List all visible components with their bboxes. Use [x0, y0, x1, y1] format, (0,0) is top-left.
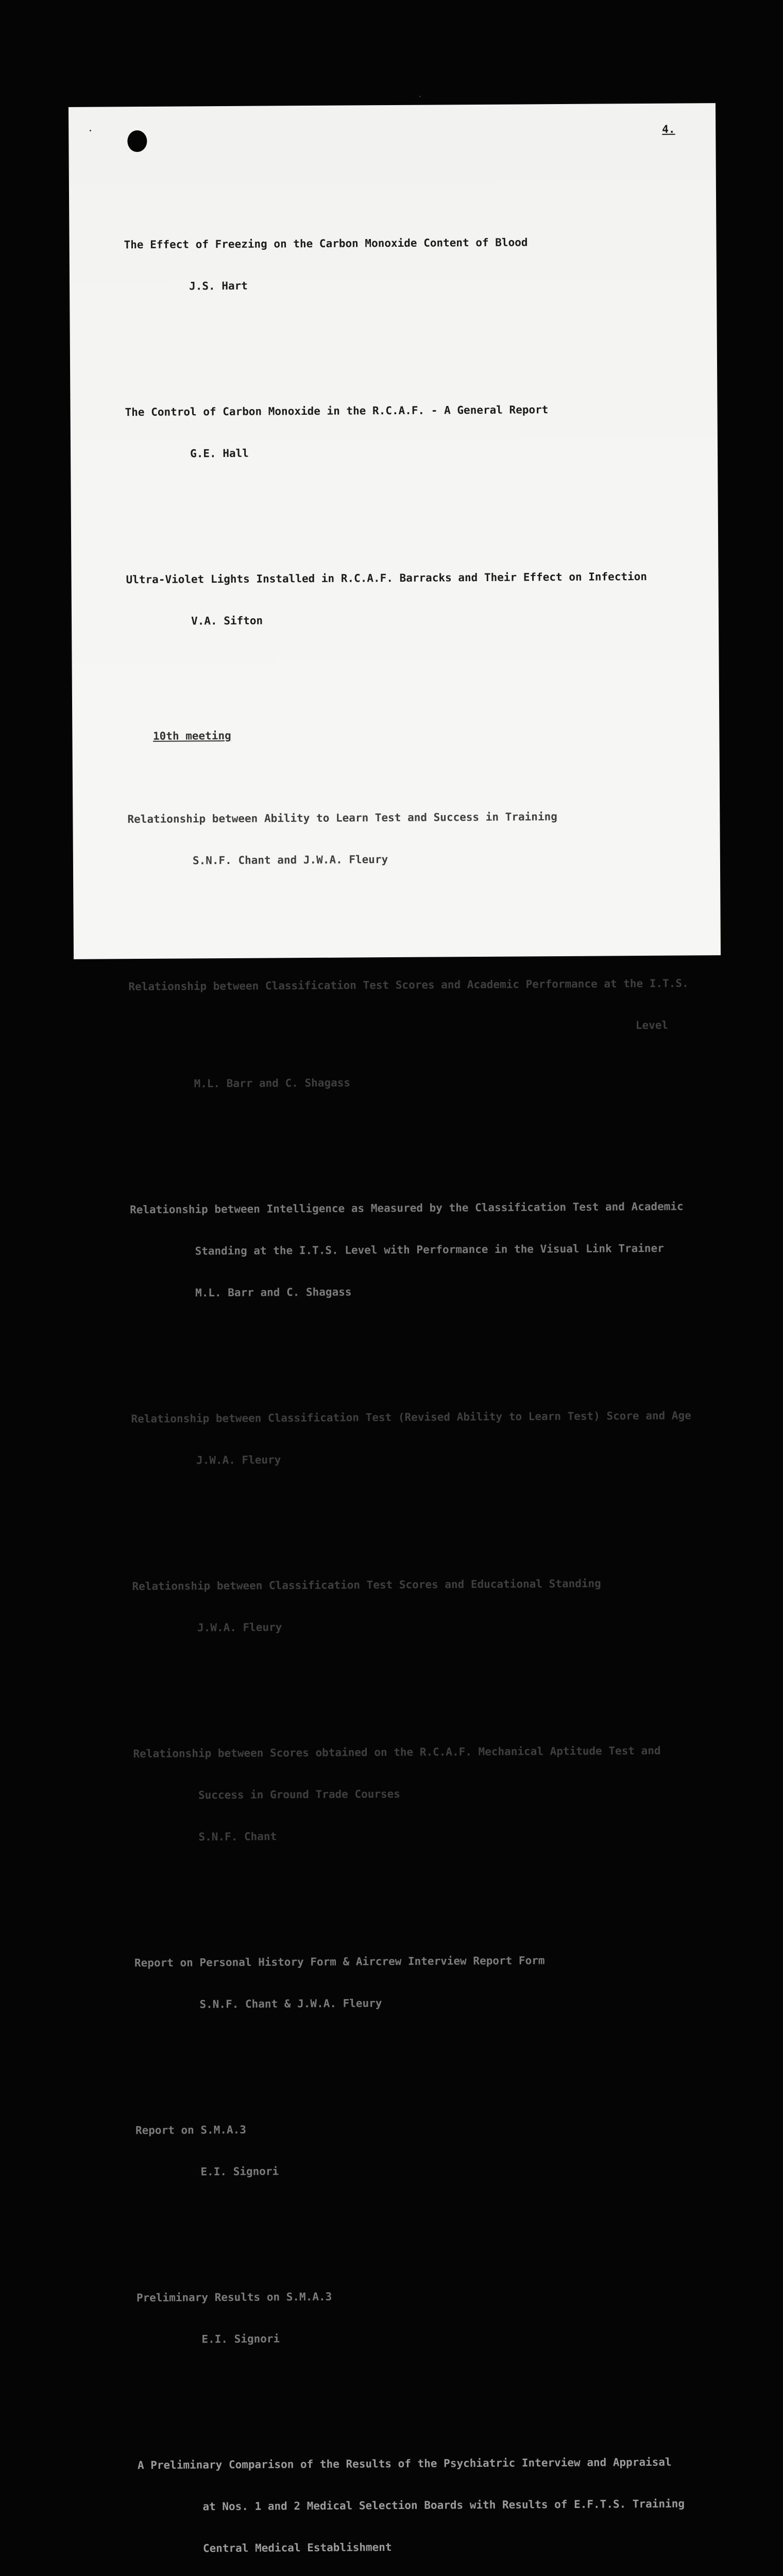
list-item [125, 374, 707, 489]
entry-title: The Effect of Freezing on the Carbon Monoxide Content of Blood [124, 236, 528, 251]
scan-speck [419, 96, 421, 97]
entry-title-continuation: Level [635, 1019, 669, 1032]
list-item [126, 541, 708, 656]
list-item [124, 207, 706, 321]
entry-author: S.N.F. Chant & J.W.A. Fleury [199, 1997, 382, 2011]
entry-title: Report on S.M.A.3 [135, 2123, 246, 2137]
entry-title: Report on Personal History Form & Aircrew Interview Report Form [134, 1954, 545, 1970]
entry-author: J.S. Hart [189, 279, 248, 293]
list-item [131, 1381, 713, 1496]
entry-author: J.W.A. Fleury [196, 1453, 281, 1467]
entry-author: G.E. Hall [190, 447, 249, 460]
scan-speck [90, 130, 91, 131]
entry-author: E.I. Signori [200, 2165, 279, 2178]
entry-author: E.I. Signori [201, 2332, 280, 2346]
entry-author: J.W.A. Fleury [197, 1621, 282, 1634]
list-item [130, 1172, 713, 1328]
entry-title: Relationship between Classification Test Scores and Educational Standing [132, 1577, 601, 1593]
document-page [69, 103, 721, 2555]
list-item [128, 948, 711, 1119]
entry-title: A Preliminary Comparison of the Results of the Psychiatric Interview and Appraisal [137, 2455, 672, 2472]
entry-title: The Control of Carbon Monoxide in the R.C.A.F. - A General Report [125, 403, 549, 419]
entry-title-continuation: Standing at the I.T.S. Level with Performance in the Visual Link Trainer [195, 1242, 664, 1258]
entry-title: Ultra-Violet Lights Installed in R.C.A.F. Barracks and Their Effect on Infection [126, 570, 648, 586]
entry-title: Preliminary Results on S.M.A.3 [136, 2290, 332, 2304]
entry-title-continuation: Success in Ground Trade Courses [198, 1787, 400, 1802]
list-item [135, 2092, 718, 2207]
entry-author: M.L. Barr and C. Shagass [194, 1076, 351, 1090]
entry-title-continuation: at Nos. 1 and 2 Medical Selection Boards with Results of E.F.T.S. Training [202, 2497, 685, 2513]
entry-title: Relationship between Classification Test (Revised Ability to Learn Test) Score and Age [131, 1409, 691, 1426]
entry-title: Relationship between Scores obtained on the R.C.A.F. Mechanical Aptitude Test and [133, 1744, 661, 1760]
list-item [133, 1716, 716, 1872]
punch-hole [127, 130, 147, 152]
list-item [134, 1925, 717, 2040]
page-number: 4. [662, 123, 675, 135]
list-item [137, 2260, 719, 2375]
entry-author: V.A. Sifton [191, 614, 263, 628]
section-heading: 10th meeting [152, 729, 231, 742]
list-item [138, 2427, 721, 2576]
list-item [132, 1548, 714, 1663]
entry-author: M.L. Barr and C. Shagass [195, 1285, 352, 1299]
entry-title: Relationship between Ability to Learn Test and Success in Training [127, 810, 557, 826]
entry-author: S.N.F. Chant [198, 1830, 277, 1843]
entry-title: Relationship between Intelligence as Measured by the Classification Test and Academic [129, 1200, 684, 1216]
document-body [124, 165, 722, 2576]
entry-title: Relationship between Classification Test Scores and Academic Performance at the I.T.S. [128, 977, 689, 993]
list-item [127, 781, 710, 896]
entry-author: S.N.F. Chant and J.W.A. Fleury [192, 853, 388, 867]
entry-title-continuation: Central Medical Establishment [202, 2541, 392, 2555]
